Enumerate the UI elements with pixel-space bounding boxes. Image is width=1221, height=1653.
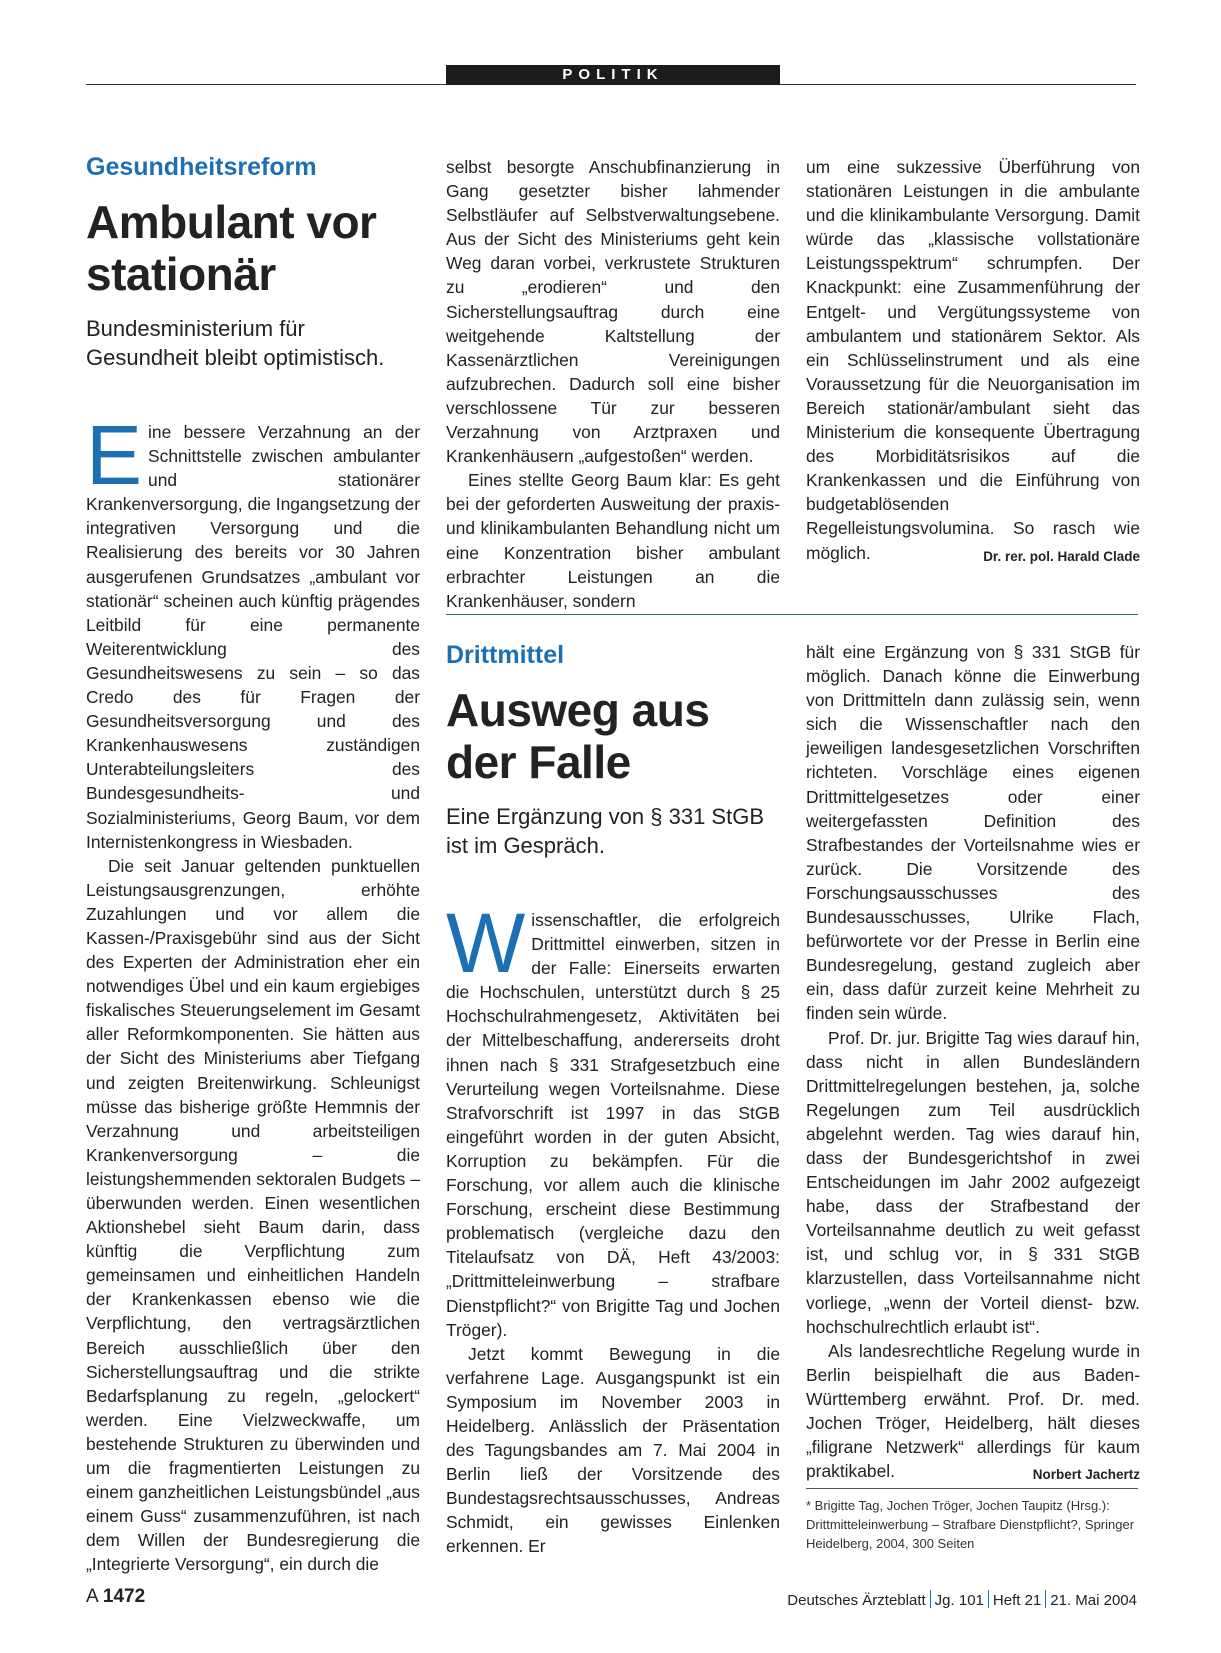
page-number — [86, 1586, 145, 1608]
article2-para2: Jetzt kommt Bewegung in die verfahrene Lage. Ausgangspunkt ist ein Symposium im November 2003 in Heidelberg. Anlässlich der Präsentation des Tagungsbandes am 7. Mai 2004 in Berlin ließ der Vorsitzende des Bundestagsrechtsausschusses, Andreas Schmidt, ein gewisses Einlenken erkennen. Er — [446, 1343, 780, 1557]
footer-separator — [988, 1590, 989, 1608]
section-label: POLITIK — [446, 65, 780, 85]
article2-col3-para2: Prof. Dr. jur. Brigitte Tag wies darauf hin, dass nicht in allen Bundesländern Drittmittelregelungen bestehen, ja, solche Regelungen zum Teil ausdrücklich abgelehnt werden. Tag wies darauf hin, dass der Bundesgerichtshof in zwei Entscheidungen im Jahr 2002 aufgezeigt habe, dass der Strafbestand der Vorteilsannahme deutlich zu weit gefasst ist, und schlug vor, in § 331 StGB klarzustellen, dass Vorteilsannahme nicht vorliege, „wenn der Vorteil dienst- bzw. hochschulrechtlich erlaubt ist“. — [806, 1027, 1140, 1337]
article2-column2 — [446, 640, 780, 1559]
article2-headline: Ausweg aus der Falle — [446, 684, 710, 788]
footer-separator — [930, 1590, 931, 1608]
footer-citation — [787, 1590, 1137, 1609]
article1-column3 — [806, 155, 1140, 569]
article1-headline: Ambulant vor stationär — [86, 196, 377, 300]
article1-author: Dr. rer. pol. Harald Clade — [983, 548, 1140, 564]
article1-kicker: Gesundheitsreform — [86, 153, 317, 181]
journal-issue: Heft 21 — [992, 1592, 1042, 1609]
article2-col3-para3: Als landesrechtliche Regelung wurde in Berlin beispielhaft die aus Baden-Württemberg erwähnt. Prof. Dr. med. Jochen Tröger, Heidelberg, hält dieses „filigrane Netzwerk“ allerdings für kaum praktikabel. — [806, 1340, 1140, 1482]
footnote: * Brigitte Tag, Jochen Tröger, Jochen Taupitz (Hrsg.): Drittmitteleinwerbung – Strafbare Dienstpflicht?, Springer Heidelberg, 2004, 300 Seiten — [806, 1498, 1135, 1551]
article2-subhead: Eine Ergänzung von § 331 StGB ist im Gespräch. — [446, 804, 764, 858]
article1-para1: ine bessere Verzahnung an der Schnittstelle zwischen ambulanter und stationärer Krankenversorgung, die Ingangsetzung der integrativen Versorgung und die Realisierung des bereits vor 30 Jahren ausgerufenen Grundsatzes „ambulant vor stationär“ scheinen auch künftig prägendes Leitbild für eine permanente Weiterentwicklung des Gesundheitswesens zu sein – so das Credo des für Fragen der Gesundheitsversorgung und des Krankenhauswesens zuständigen Unterabteilungsleiters des Bundesgesundheits- und Sozialministeriums, Georg Baum, vor dem Internistenkongress in Wiesbaden. — [86, 422, 420, 852]
page-number-value: 1472 — [102, 1586, 146, 1607]
article1-column1 — [86, 152, 420, 1577]
journal-name: Deutsches Ärzteblatt — [787, 1592, 926, 1609]
article1-col2-para: selbst besorgte Anschubfinanzierung in Gang gesetzter bisher lahmender Selbstläufer auf Selbstverwaltungsebene. Aus der Sicht des Ministeriums geht kein Weg daran vorbei, verkrustete Strukturen zu „erodieren“ und den Sicherstellungsauftrag durch eine weitgehende Kaltstellung der Kassenärztlichen Vereinigungen aufzubrechen. Dadurch soll eine bisher verschlossene Tür zur besseren Verzahnung von Arztpraxen und Krankenhäusern „aufgestoßen“ werden. — [446, 157, 780, 467]
article-divider — [446, 614, 1138, 615]
article2-body — [446, 896, 780, 1559]
article2-kicker: Drittmittel — [446, 641, 565, 669]
article1-col3-para: um eine sukzessive Überführung von stationären Leistungen in die ambulante und die klinikambulante Versorgung. Damit würde das „klassische vollstationäre Leistungsspektrum“ schrumpfen. Der Knackpunkt: eine Zusammenführung der Entgelt- und Vergütungssysteme von ambulantem und stationärem Sektor. Als ein Schlüsselinstrument und als eine Voraussetzung für die Neuorganisation im Bereich stationär/ambulant sieht das Ministerium die konsequente Übertragung des Morbiditätsrisikos auf die Krankenkassen und die Einführung von budgetablösenden Regelleistungsvolumina. So rasch wie möglich. — [806, 157, 1140, 563]
article1-para2: Die seit Januar geltenden punktuellen Leistungsausgrenzungen, erhöhte Zuzahlungen und vor allem die Kassen-/Praxisgebühr sind aus der Sicht des Experten der Administration eher ein notwendiges Übel und ein kaum ergiebiges fiskalisches Steuerungselement im Gesamt aller Reformkomponenten. Sie hätten aus der Sicht des Ministeriums aber Tiefgang und zeigten Breitenwirkung. Schleunigst müsse das bisherige größte Hemmnis der Verzahnung und arbeitsteiligen Krankenversorgung – die leistungshemmenden sektoralen Budgets – überwunden werden. Einen wesentlichen Aktionshebel sieht Baum darin, dass künftig die Verpflichtung zum gemeinsamen und einheitlichen Handeln der Krankenkassen ebenso wie die Verpflichtung, den vertragsärztlichen Bereich ausschließlich über den Sicherstellungsauftrag und die strikte Bedarfsplanung zu regeln, „gelockert“ werden. Eine Vielzweckwaffe, um bestehende Strukturen zu überwinden und um die fragmentierten Leistungen zu einem ganzheitlichen Leistungsbündel „aus einem Guss“ zusammenzuführen, ist nach dem Willen der Bundesregierung die „Integrierte Versorgung“, ein durch die — [86, 855, 420, 1575]
article1-subhead: Bundesministerium für Gesundheit bleibt optimistisch. — [86, 316, 385, 370]
article1-body-col3 — [806, 155, 1140, 565]
article2-author: Norbert Jachertz — [1032, 1467, 1140, 1483]
article1-body-col2 — [446, 155, 780, 613]
footnote-rule — [806, 1488, 1138, 1489]
journal-volume: Jg. 101 — [934, 1592, 984, 1609]
footer-separator — [1045, 1590, 1046, 1608]
article2-dropcap: W — [446, 896, 526, 990]
article1-col2-para2: Eines stellte Georg Baum klar: Es geht bei der geforderten Ausweitung der praxis- und klinikambulanten Behandlung nicht um eine Konzentration bisher ambulant erbrachter Leistungen an die Krankenhäuser, sondern — [446, 470, 780, 611]
article1-column2 — [446, 155, 780, 613]
article2-col3-para1: hält eine Ergänzung von § 331 StGB für möglich. Danach könne die Einwerbung von Drittmitteln dann zulässig sein, wenn sich die Wissenschaftler nach den jeweiligen landesgesetzlichen Vorschriften richteten. Vorschläge eines eigenen Drittmittelgesetzes oder einer weitergefassten Definition des Strafbestandes der Vorteilsnahme wies er zurück. Die Vorsitzende des Forschungsausschusses des Bundesausschusses, Ulrike Flach, befürwortete vor der Presse in Berlin eine Bundesregelung, gestand zugleich aber ein, dass dafür zurzeit keine Mehrheit zu finden sein würde. — [806, 642, 1140, 1024]
article1-body — [86, 408, 420, 1577]
article2-column3 — [806, 640, 1140, 1487]
page-prefix: A — [86, 1586, 98, 1607]
article2-para1: issenschaftler, die erfolgreich Drittmittel einwerben, sitzen in der Falle: Einerseits erwarten die Hochschulen, unterstützt durch § 25 Hochschulrahmengesetz, Aktivitäten bei der Mittelbeschaffung, andererseits droht ihnen nach § 331 Strafgesetzbuch eine Verurteilung wegen Vorteilsnahme. Diese Strafvorschrift ist 1997 in das StGB eingeführt worden in der guten Absicht, Korruption zu bekämpfen. Für die Forschung, vor allem auch die klinische Forschung, erscheint diese Bestimmung problematisch (vergleiche dazu den Titelaufsatz von DÄ, Heft 43/2003: „Drittmitteleinwerbung – strafbare Dienstpflicht?“ von Brigitte Tag und Jochen Tröger). — [446, 910, 780, 1340]
article2-body-col3 — [806, 640, 1140, 1483]
article1-dropcap: E — [86, 408, 143, 502]
journal-date: 21. Mai 2004 — [1050, 1592, 1137, 1609]
